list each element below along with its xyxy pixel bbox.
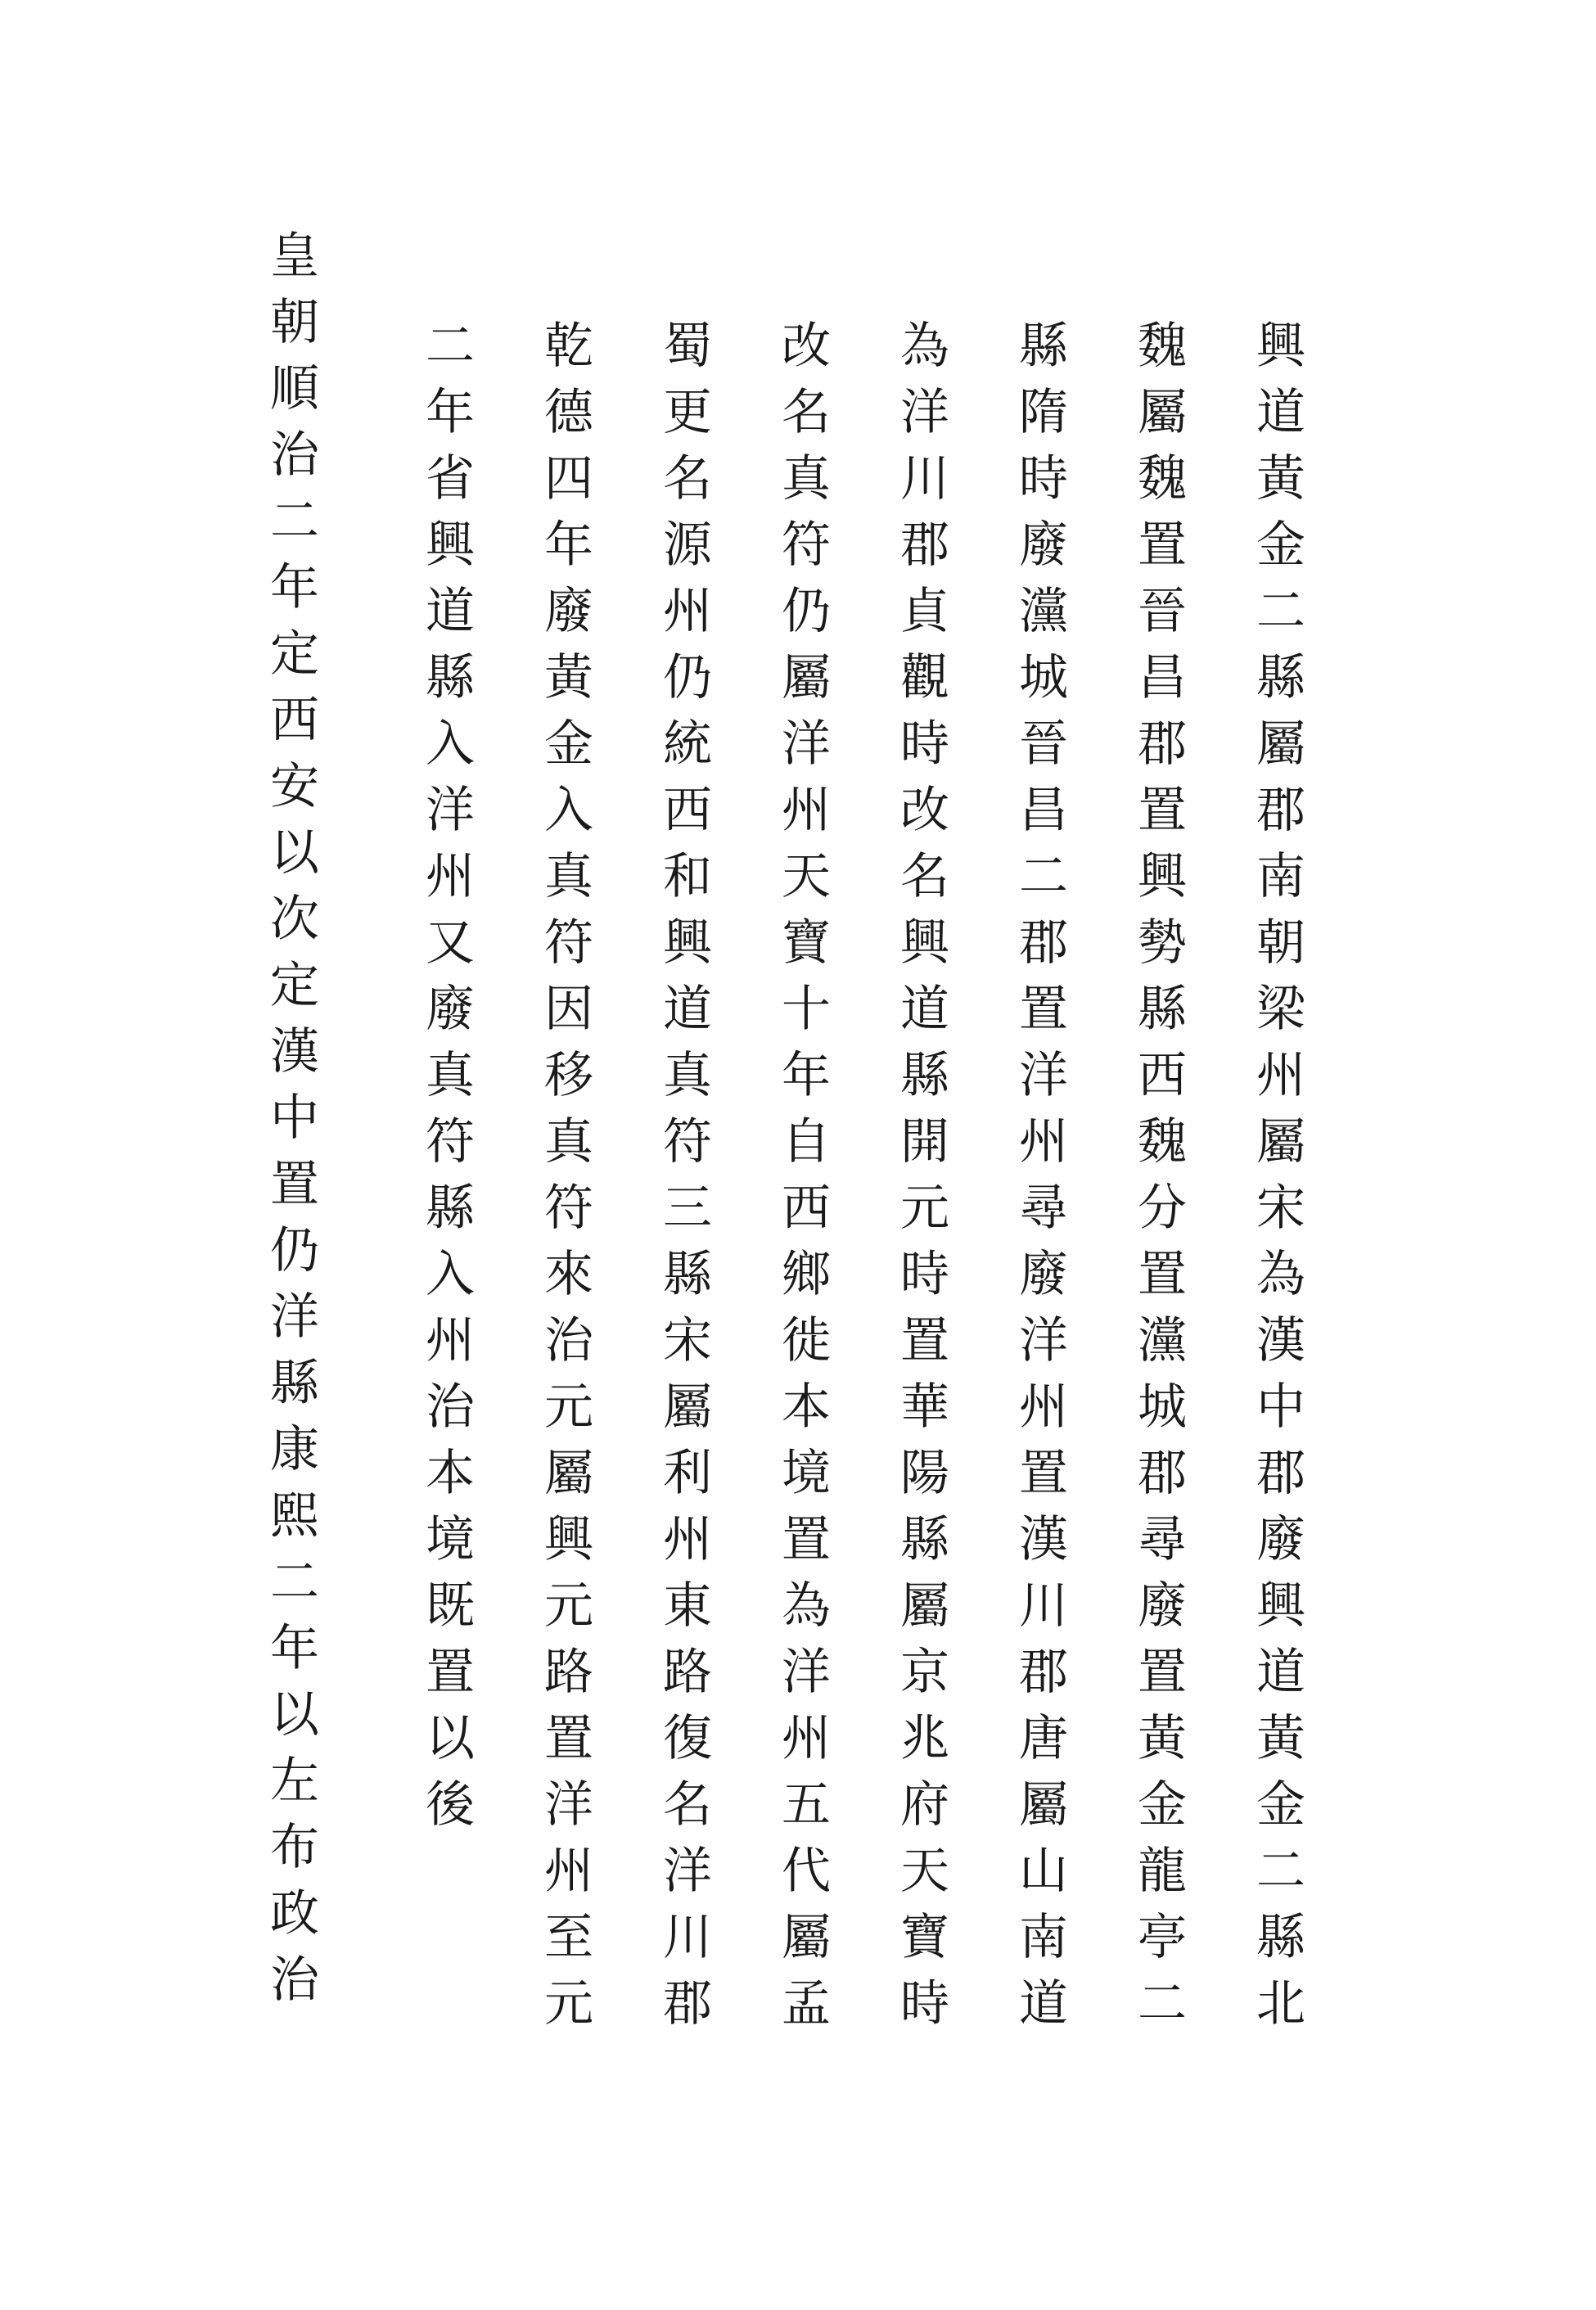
text-column-1: 興道黃金二縣屬郡南朝梁州屬宋為漢中郡廢興道黃金二縣北 [1248, 319, 1305, 2043]
text-column-5: 改名真符仍屬洋州天寶十年自西鄉徙本境置為洋州五代屬孟 [773, 319, 831, 2043]
text-column-9: 皇朝順治二年定西安以次定漢中置仍洋縣康熙二年以左布政治 [262, 229, 319, 2019]
text-column-4: 為洋川郡貞觀時改名興道縣開元時置華陽縣屬京兆府天寶時 [892, 319, 949, 2043]
text-column-6: 蜀更名源州仍統西和興道真符三縣宋屬利州東路復名洋川郡 [655, 319, 712, 2043]
text-column-3: 縣隋時廢灙城晉昌二郡置洋州尋廢洋州置漢川郡唐屬山南道 [1011, 319, 1068, 2043]
text-column-7: 乾德四年廢黃金入真符因移真符來治元屬興元路置洋州至元 [536, 319, 593, 2043]
text-column-2: 魏屬魏置晉昌郡置興勢縣西魏分置灙城郡尋廢置黃金龍亭二 [1129, 319, 1187, 2043]
text-column-8: 二年省興道縣入洋州又廢真符縣入州治本境既置以後 [417, 319, 475, 1844]
